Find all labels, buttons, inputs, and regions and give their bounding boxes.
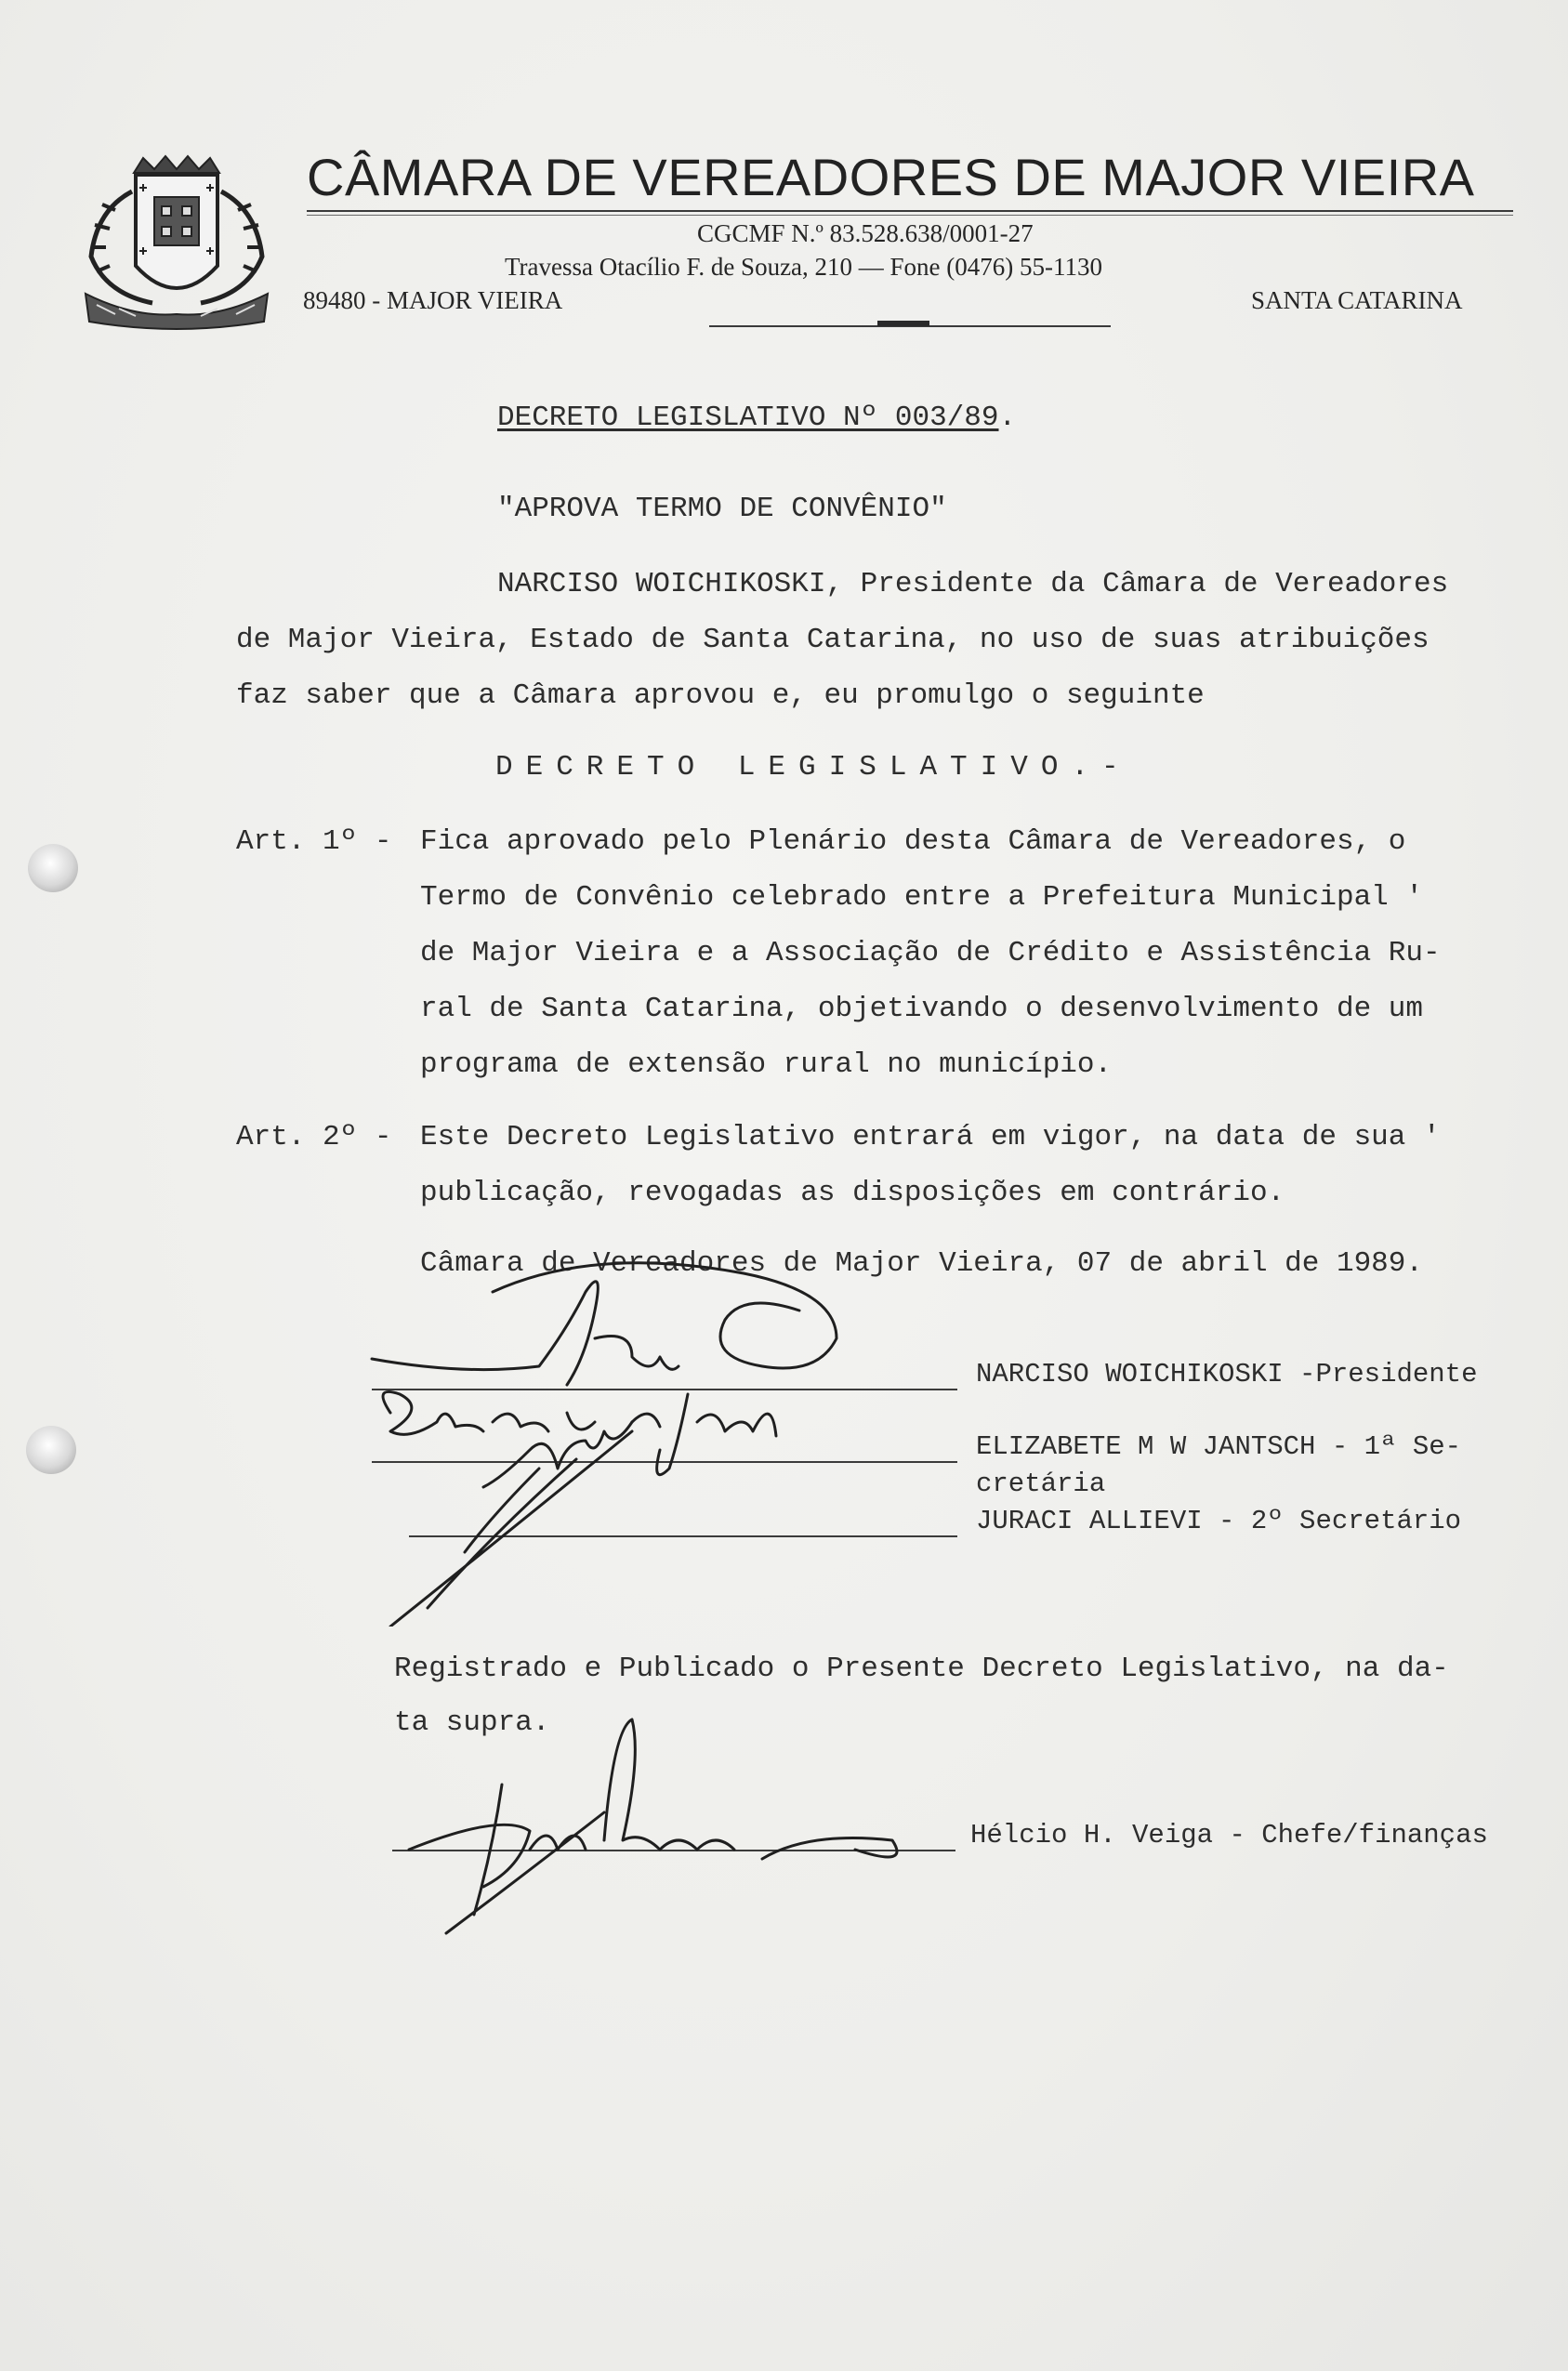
- tax-id: CGCMF N.º 83.528.638/0001-27: [697, 219, 1034, 247]
- article-line: publicação, revogadas as disposições em contrário.: [420, 1177, 1285, 1209]
- binder-hole: [28, 844, 78, 892]
- postal-code-city: 89480 - MAJOR VIEIRA: [303, 286, 563, 314]
- chamber-name-heading: CÂMARA DE VEREADORES DE MAJOR VIEIRA: [307, 148, 1475, 206]
- decree-subject: "APROVA TERMO DE CONVÊNIO": [497, 493, 947, 525]
- address-phone: Travessa Otacílio F. de Souza, 210 — Fone (0476) 55-1130: [505, 253, 1103, 281]
- article-line: Este Decreto Legislativo entrará em vigor, na data de sua ': [420, 1121, 1441, 1153]
- header-center-dash: [877, 321, 929, 326]
- article-line: Termo de Convênio celebrado entre a Prefeitura Municipal ': [420, 881, 1423, 914]
- registration-line: Registrado e Publicado o Presente Decreto Legislativo, na da-: [394, 1653, 1449, 1685]
- article-label: Art. 1º -: [236, 825, 392, 858]
- article-label: Art. 2º -: [236, 1121, 392, 1153]
- signatory-first-secretary: ELIZABETE M W JANTSCH - 1ª Se-: [976, 1431, 1462, 1462]
- article-line: de Major Vieira e a Associação de Crédito e Assistência Ru-: [420, 937, 1441, 969]
- signatory-president: NARCISO WOICHIKOSKI -Presidente: [976, 1359, 1478, 1390]
- coat-of-arms-emblem: [78, 154, 275, 331]
- decree-heading: DECRETO LEGISLATIVO.-: [495, 751, 1132, 784]
- header-rule-thin: [307, 215, 1513, 216]
- registrar-handwritten-signature: [390, 1710, 911, 1943]
- article-line: programa de extensão rural no município.: [420, 1048, 1113, 1081]
- handwritten-signatures: [353, 1255, 967, 1627]
- place-date: Câmara de Vereadores de Major Vieira, 07 de abril de 1989.: [420, 1247, 1423, 1280]
- decree-title-text: DECRETO LEGISLATIVO Nº 003/89: [497, 402, 999, 434]
- registration-line: ta supra.: [394, 1706, 550, 1739]
- header-rule: [307, 210, 1513, 212]
- binder-hole: [26, 1426, 76, 1474]
- intro-line: faz saber que a Câmara aprovou e, eu promulgo o seguinte: [236, 679, 1205, 712]
- signatory-second-secretary: JURACI ALLIEVI - 2º Secretário: [976, 1506, 1462, 1536]
- decree-title-period: .: [998, 402, 1017, 434]
- article-line: ral de Santa Catarina, objetivando o desenvolvimento de um: [420, 993, 1423, 1025]
- signatory-first-secretary-cont: cretária: [976, 1469, 1106, 1499]
- state-name: SANTA CATARINA: [1251, 286, 1463, 314]
- intro-line: NARCISO WOICHIKOSKI, Presidente da Câmara de Vereadores: [497, 568, 1449, 600]
- article-line: Fica aprovado pelo Plenário desta Câmara de Vereadores, o: [420, 825, 1406, 858]
- registrar-signatory: Hélcio H. Veiga - Chefe/finanças: [970, 1820, 1488, 1851]
- decree-title: [497, 402, 1016, 434]
- intro-line: de Major Vieira, Estado de Santa Catarina, no uso de suas atribuições: [236, 624, 1430, 656]
